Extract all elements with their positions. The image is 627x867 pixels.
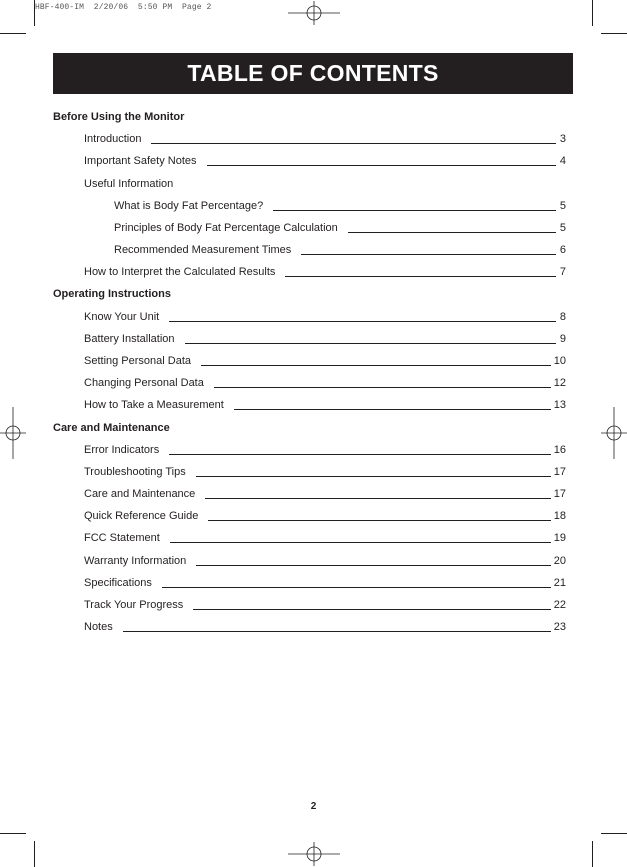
toc-entry[interactable] [84, 577, 566, 590]
leader-line [185, 343, 557, 344]
leader-line [169, 321, 556, 322]
toc-entry-page: 16 [553, 443, 566, 456]
page-title: TABLE OF CONTENTS [187, 60, 439, 86]
toc-entry[interactable] [84, 333, 566, 346]
section-heading: Before Using the Monitor [53, 111, 185, 123]
toc-entry[interactable] [84, 466, 566, 479]
toc-entry-label: What is Body Fat Percentage? [114, 199, 264, 212]
print-slug: HBF-400-IM 2/20/06 5:50 PM Page 2 [35, 3, 212, 12]
toc-entry[interactable] [84, 532, 566, 545]
leader-line [196, 476, 551, 477]
leader-line [208, 520, 550, 521]
leader-line [123, 631, 551, 632]
toc-entry-label: Specifications [84, 576, 152, 589]
toc-entry-page: 5 [559, 199, 566, 212]
toc-entry-label: Notes [84, 621, 113, 634]
toc-entry-label: Care and Maintenance [84, 488, 196, 501]
leader-line [214, 387, 551, 388]
leader-line [170, 542, 551, 543]
toc-entry-label: Quick Reference Guide [84, 510, 199, 523]
toc-entry-page: 9 [559, 332, 566, 345]
toc-entry[interactable] [114, 200, 566, 213]
toc-entry-label: Recommended Measurement Times [114, 244, 292, 257]
toc-entry[interactable] [114, 222, 566, 235]
toc-entry-label: Warranty Information [84, 554, 187, 567]
toc-entry[interactable] [84, 266, 566, 279]
leader-line [207, 165, 557, 166]
toc-entry[interactable] [114, 244, 566, 257]
toc-entry[interactable] [84, 399, 566, 412]
toc-entry-page: 18 [553, 510, 566, 523]
toc-entry-label: Battery Installation [84, 332, 175, 345]
leader-line [193, 609, 551, 610]
toc-entry-page: 22 [553, 598, 566, 611]
toc-entry-label: Setting Personal Data [84, 354, 192, 367]
section-heading: Operating Instructions [53, 288, 171, 301]
leader-line [285, 276, 556, 277]
leader-line [205, 498, 550, 499]
toc-entry-label: Changing Personal Data [84, 377, 204, 390]
toc-entry[interactable] [84, 488, 566, 501]
toc-entry[interactable] [84, 155, 566, 168]
toc-entry-label: Useful Information [84, 177, 174, 190]
toc-entry-label: Track Your Progress [84, 598, 184, 611]
toc-entry-page: 20 [553, 554, 566, 567]
section-heading: Care and Maintenance [53, 421, 170, 434]
toc-entry[interactable] [84, 311, 566, 324]
toc-entry-page: 4 [559, 155, 566, 168]
toc-entry-label: Principles of Body Fat Percentage Calculation [114, 221, 338, 234]
toc-entry-page: 10 [553, 354, 566, 367]
leader-line [301, 254, 556, 255]
leader-line [201, 365, 551, 366]
toc-entry-page: 6 [559, 244, 566, 257]
toc-entry[interactable] [84, 599, 566, 612]
toc-entry-label: How to Interpret the Calculated Results [84, 266, 276, 279]
page-number: 2 [310, 801, 317, 812]
toc-entry-page: 12 [553, 377, 566, 390]
leader-line [162, 587, 551, 588]
toc-entry-page: 7 [559, 266, 566, 279]
toc-entry[interactable] [84, 444, 566, 457]
leader-line [169, 454, 551, 455]
leader-line [348, 232, 556, 233]
toc-entry[interactable] [84, 178, 566, 191]
toc-entry[interactable] [84, 377, 566, 390]
toc-entry-label: Know Your Unit [84, 310, 160, 323]
toc-entry-label: How to Take a Measurement [84, 399, 224, 412]
leader-line [196, 565, 550, 566]
toc-entry-page: 8 [559, 310, 566, 323]
leader-line [151, 143, 556, 144]
toc-entry-page: 17 [553, 465, 566, 478]
toc-entry-page: 19 [553, 532, 566, 545]
toc-entry-label: Troubleshooting Tips [84, 465, 186, 478]
toc-entry-label: FCC Statement [84, 532, 160, 545]
leader-line [273, 210, 556, 211]
toc-entry-label: Error Indicators [84, 443, 160, 456]
toc-entry-page: 13 [553, 399, 566, 412]
toc-entry[interactable] [84, 555, 566, 568]
toc-entry[interactable] [84, 621, 566, 634]
toc-entry-page: 17 [553, 488, 566, 501]
toc-entry-page: 21 [553, 576, 566, 589]
toc-entry-label: Introduction [84, 133, 142, 146]
toc-entry[interactable] [84, 355, 566, 368]
toc-entry-page: 5 [559, 221, 566, 234]
toc-entry-page: 3 [559, 133, 566, 146]
toc-entry-label: Important Safety Notes [84, 155, 197, 168]
leader-line [234, 409, 551, 410]
toc-entry-page: 23 [553, 621, 566, 634]
toc-entry[interactable] [84, 133, 566, 146]
toc-entry[interactable] [84, 510, 566, 523]
